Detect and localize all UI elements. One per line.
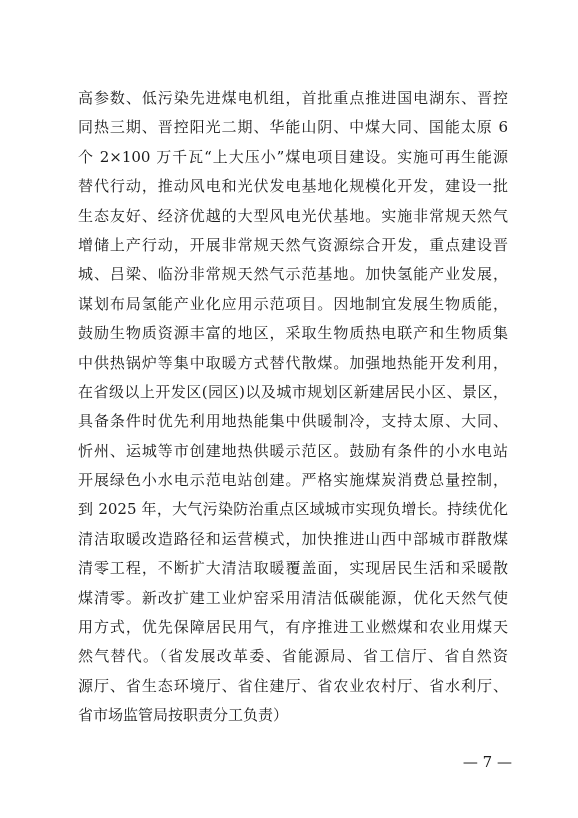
text-line: 具备条件时优先利用地热能集中供暖制冷，支持太原、大同、	[78, 412, 508, 431]
text-line: 城、吕梁、临汾非常规天然气示范基地。加快氢能产业发展，	[78, 265, 508, 284]
text-line: 个 2×100 万千瓦“上大压小”煤电项目建设。实施可再生能源	[78, 147, 508, 166]
text-line: 用方式，优先保障居民用气，有序推进工业燃煤和农业用煤天	[78, 618, 508, 637]
text-line: 在省级以上开发区(园区)以及城市规划区新建居民小区、景区，	[78, 382, 508, 401]
text-line: 清零工程，不断扩大清洁取暖覆盖面，实现居民生活和采暖散	[78, 559, 508, 578]
text-line: 省市场监管局按职责分工负责）	[78, 706, 289, 725]
text-line: 同热三期、晋控阳光二期、华能山阴、中煤大同、国能太原 6	[78, 118, 508, 137]
text-line: 中供热锅炉等集中取暖方式替代散煤。加强地热能开发利用，	[78, 353, 508, 372]
text-line: 然气替代。（省发展改革委、省能源局、省工信厅、省自然资	[78, 647, 508, 666]
text-line: 高参数、低污染先进煤电机组，首批重点推进国电湖东、晋控	[78, 89, 508, 107]
text-line: 开展绿色小水电示范电站创建。严格实施煤炭消费总量控制，	[78, 471, 508, 490]
text-line: 煤清零。新改扩建工业炉窑采用清洁低碳能源，优化天然气使	[78, 588, 508, 607]
text-line: 生态友好、经济优越的大型风电光伏基地。实施非常规天然气	[78, 206, 508, 225]
text-line: 源厅、省生态环境厅、省住建厅、省农业农村厅、省水利厅、	[78, 676, 508, 695]
text-line: 谋划布局氢能产业化应用示范项目。因地制宜发展生物质能，	[78, 294, 508, 313]
text-line: 到 2025 年，大气污染防治重点区域城市实现负增长。持续优化	[78, 500, 508, 519]
text-line: 忻州、运城等市创建地热供暖示范区。鼓励有条件的小水电站	[78, 441, 508, 460]
text-line: 清洁取暖改造路径和运营模式，加快推进山西中部城市群散煤	[78, 529, 508, 548]
text-line: 替代行动，推动风电和光伏发电基地化规模化开发，建设一批	[78, 177, 508, 196]
body-paragraph	[78, 84, 508, 731]
page-number: — 7 —	[462, 753, 512, 771]
text-line: 增储上产行动，开展非常规天然气资源综合开发，重点建设晋	[78, 235, 508, 254]
text-line: 鼓励生物质资源丰富的地区，采取生物质热电联产和生物质集	[78, 324, 508, 343]
